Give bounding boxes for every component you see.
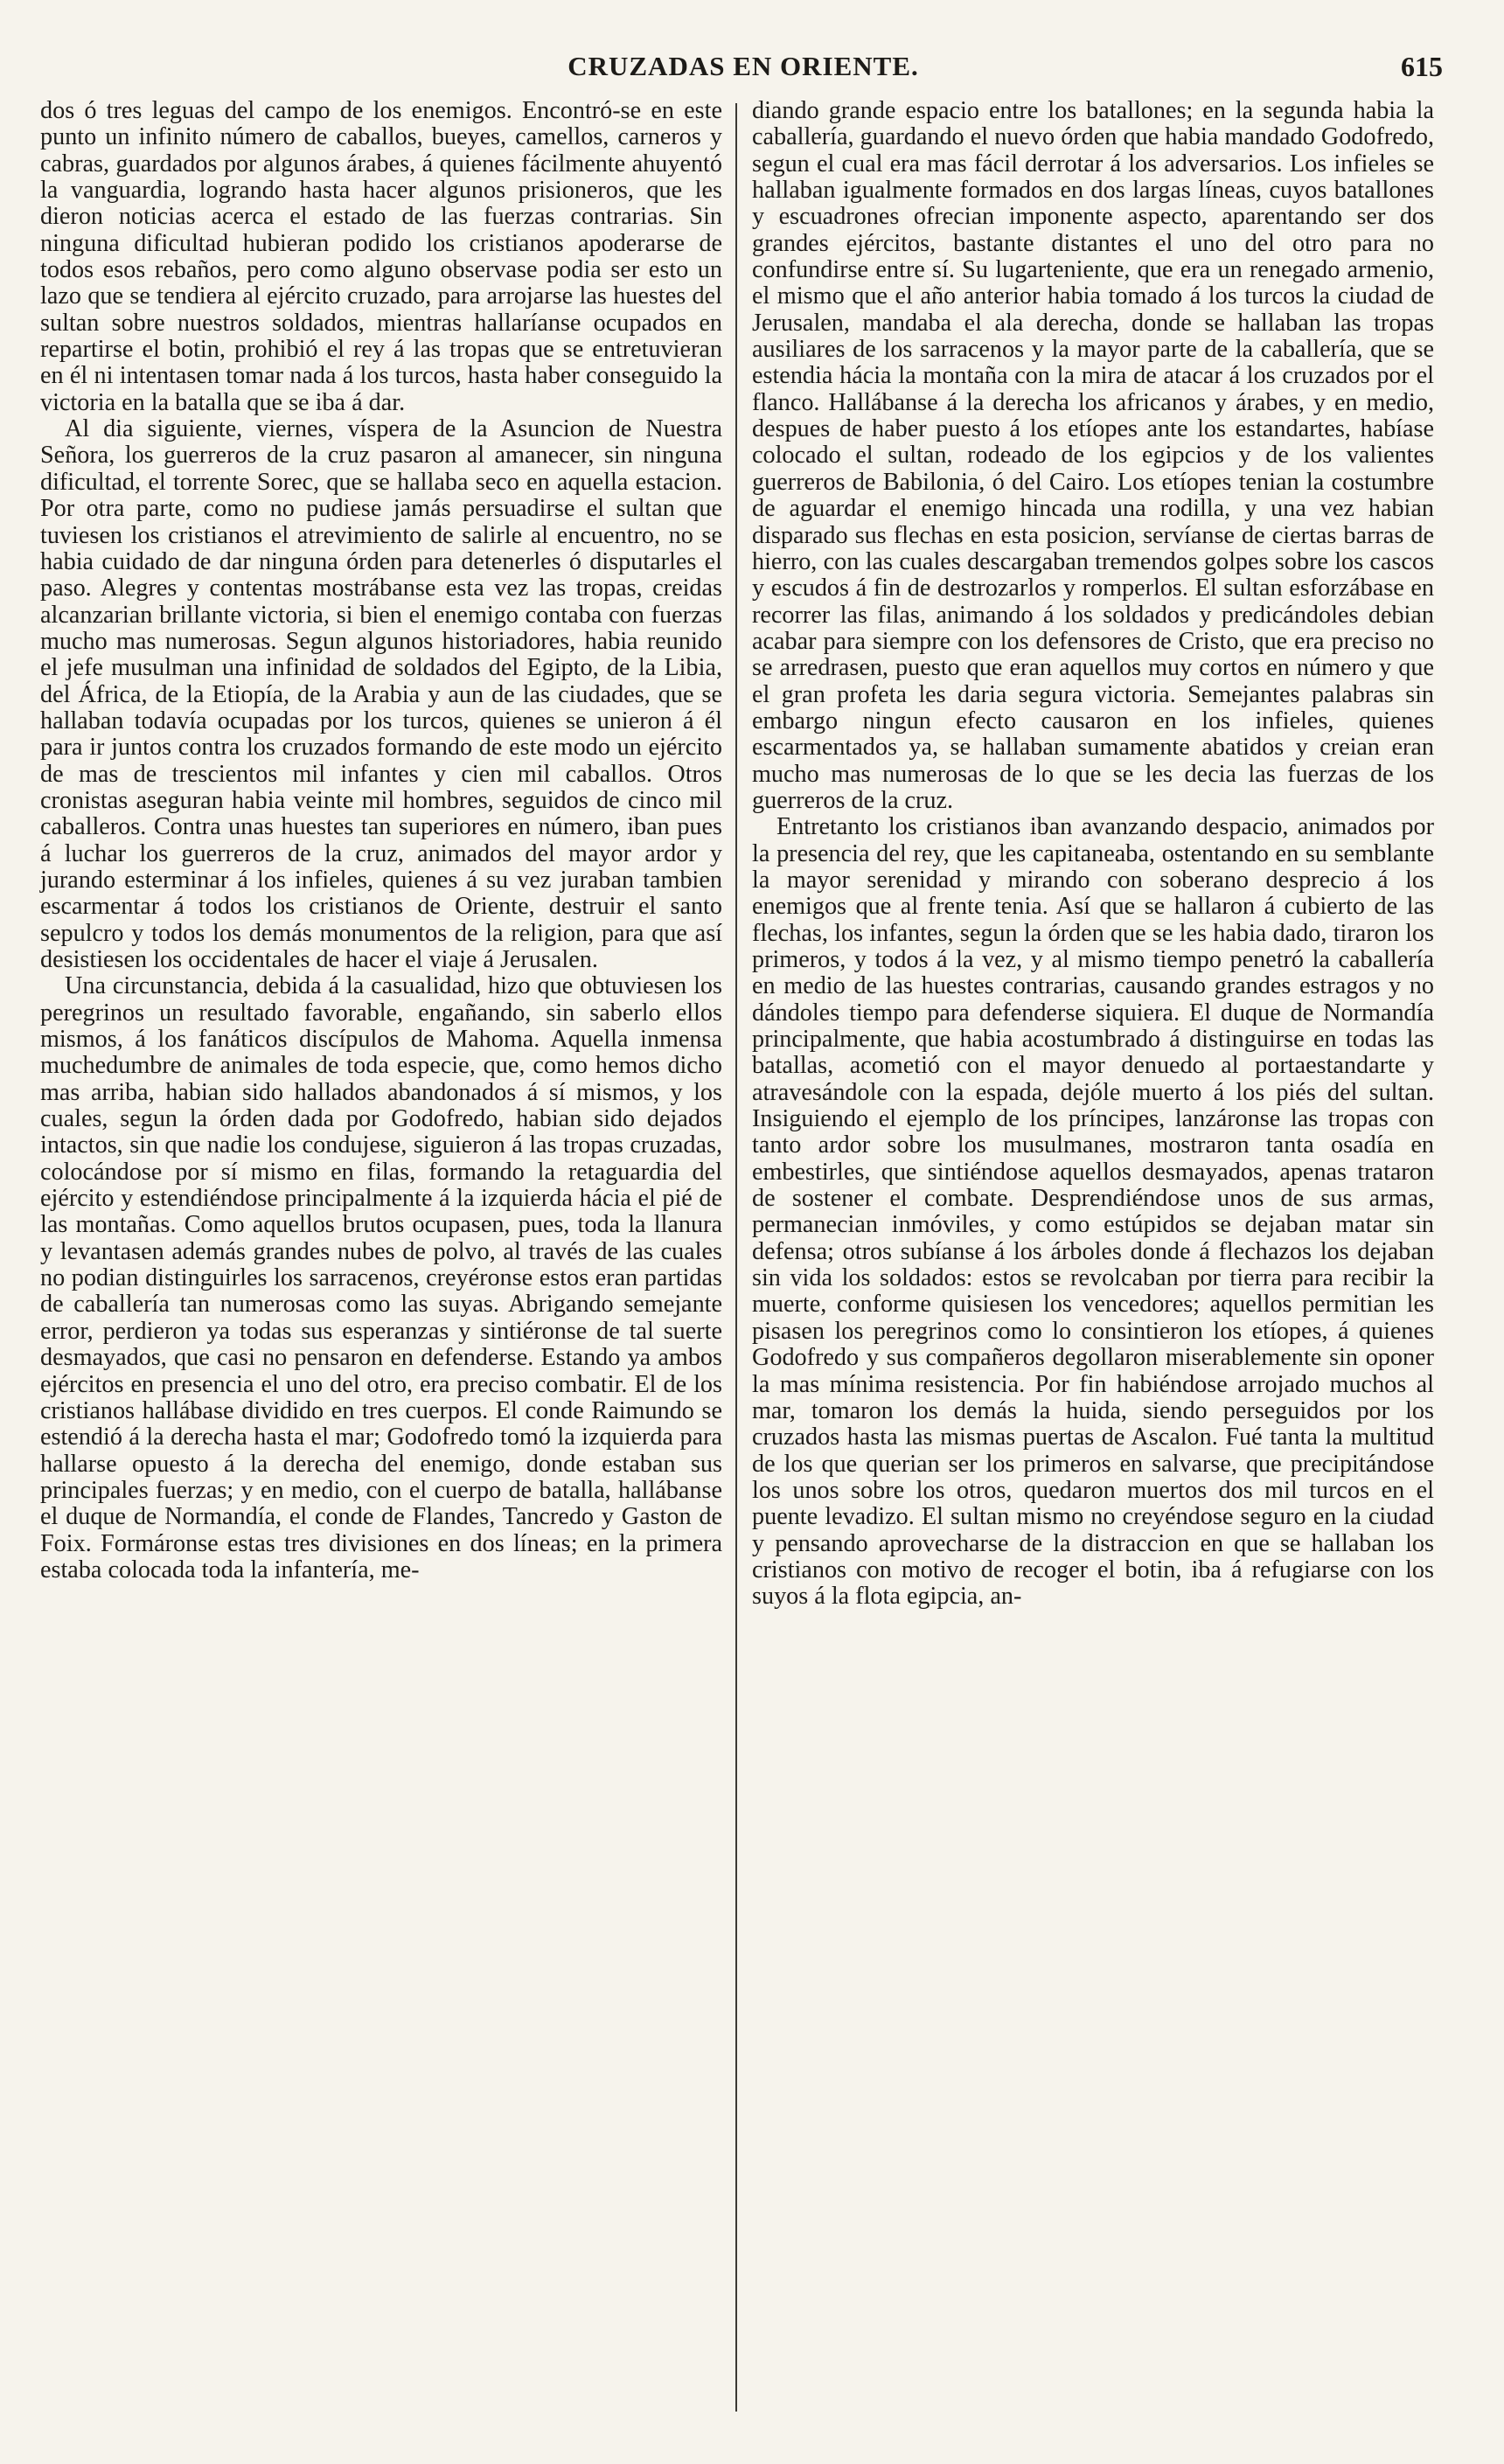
paragraph: Al dia siguiente, viernes, víspera de la Asuncion de Nuestra Señora, los guerreros de la cruz pasaron al amanecer, sin ninguna dificultad, el torrente Sorec, que se hallaba seco en aquella estacion. Por otra parte, como no pudiese jamás persuadirse el sultan que tuviesen los cristianos el atrevimiento de salirle al encuentro, no se habia cuidado de dar ninguna órden para detenerles ó disputarles el paso. Alegres y contentas mostrábanse esta vez las tropas, creidas alcanzarian brillante victoria, si bien el enemigo contaba con fuerzas mucho mas numerosas. Segun algunos historiadores, habia reunido el jefe musulman una infinidad de soldados del Egipto, de la Libia, del África, de la Etiopía, de la Arabia y aun de las ciudades, que se hallaban todavía ocupadas por los turcos, quienes se unieron á él para ir juntos contra los cruzados formando de este modo un ejército de mas de trescientos mil infantes y cien mil caballos. Otros cronistas aseguran habia veinte mil hombres, seguidos de cinco mil caballeros. Contra unas huestes tan superiores en número, iban pues á luchar los guerreros de la cruz, animados del mayor ardor y jurando esterminar á los infieles, quienes á su vez juraban tambien escarmentar á todos los cristianos de Oriente, destruir el santo sepulcro y todos los demás monumentos de la religion, para que así desistiesen los occidentales de hacer el viaje á Jerusalen. [40, 415, 722, 973]
running-title: CRUZADAS EN ORIENTE. [567, 51, 919, 81]
right-column [752, 98, 1434, 1611]
page-header [35, 51, 1452, 86]
paragraph: Entretanto los cristianos iban avanzando despacio, animados por la presencia del rey, que les capitaneaba, ostentando en su semblante la mayor serenidad y mirando con soberano desprecio á los enemigos que al frente tenia. Así que se hallaron á cubierto de las flechas, los infantes, segun la órden que se les habia dado, tiraron los primeros, y todos á la vez, y al mismo tiempo penetró la caballería en medio de las huestes contrarias, causando grandes estragos y no dándoles tiempo para defenderse siquiera. El duque de Normandía principalmente, que habia acostumbrado á distinguirse en todas las batallas, acometió con el mayor denuedo al portaestandarte y atravesándole con la espada, dejóle muerto á los piés del sultan. Insiguiendo el ejemplo de los príncipes, lanzáronse las tropas con tanto ardor sobre los musulmanes, mostraron tanta osadía en embestirles, que sintiéndose aquellos desmayados, apenas trataron de sostener el combate. Desprendiéndose unos de sus armas, permanecian inmóviles, y como estúpidos se dejaban matar sin defensa; otros subíanse á los árboles donde á flechazos los dejaban sin vida los soldados: estos se revolcaban por tierra para recibir la muerte, conforme quisiesen los vencedores; aquellos permitian les pisasen los peregrinos como lo consintieron los etíopes, á quienes Godofredo y sus compañeros degollaron miserablemente sin oponer la mas mínima resistencia. Por fin habiéndose arrojado muchos al mar, tomaron los demás la huida, siendo perseguidos por los cruzados hasta las mismas puertas de Ascalon. Fué tanta la multitud de los que querian ser los primeros en salvarse, que precipitándose los unos sobre los otros, quedaron muertos dos mil turcos en el puente levadizo. El sultan mismo no creyéndose seguro en la ciudad y pensando aprovecharse de la distraccion en que se hallaban los cristianos con motivo de recoger el botin, iba á refugiarse con los suyos á la flota egipcia, an- [752, 813, 1434, 1611]
page-number: 615 [1401, 51, 1443, 82]
left-column [40, 98, 722, 1584]
column-divider [735, 103, 737, 2412]
paragraph: dos ó tres leguas del campo de los enemigos. Encontró-se en este punto un infinito número de caballos, bueyes, camellos, carneros y cabras, guardados por algunos árabes, á quienes fácilmente ahuyentó la vanguardia, logrando hasta hacer algunos prisioneros, que les dieron noticias acerca el estado de las fuerzas contrarias. Sin ninguna dificultad hubieran podido los cristianos apoderarse de todos esos rebaños, pero como alguno observase podia ser esto un lazo que se tendiera al ejército cruzado, para arrojarse las huestes del sultan sobre nuestros soldados, mientras hallaríanse ocupados en repartirse el botin, prohibió el rey á las tropas que se entretuvieran en él ni intentasen tomar nada á los turcos, hasta haber conseguido la victoria en la batalla que se iba á dar. [40, 97, 722, 416]
paragraph: Una circunstancia, debida á la casualidad, hizo que obtuviesen los peregrinos un resultado favorable, engañando, sin saberlo ellos mismos, á los fanáticos discípulos de Mahoma. Aquella inmensa muchedumbre de animales de toda especie, que, como hemos dicho mas arriba, habian sido hallados abandonados á sí mismos, y los cuales, segun la órden dada por Godofredo, habian sido dejados intactos, sin que nadie los condujese, siguieron á las tropas cruzadas, colocándose por sí mismo en filas, formando la retaguardia del ejército y estendiéndose principalmente á la izquierda hácia el pié de las montañas. Como aquellos brutos ocupasen, pues, toda la llanura y levantasen además grandes nubes de polvo, al través de las cuales no podian distinguirles los sarracenos, creyéronse estos eran partidas de caballería tan numerosas como las suyas. Abrigando semejante error, perdieron ya todas sus esperanzas y sintiéronse de tal suerte desmayados, que casi no pensaron en defenderse. Estando ya ambos ejércitos en presencia el uno del otro, era preciso combatir. El de los cristianos hallábase dividido en tres cuerpos. El conde Raimundo se estendió á la derecha hasta el mar; Godofredo tomó la izquierda para hallarse opuesto á la derecha del enemigo, donde estaban sus principales fuerzas; y en medio, con el cuerpo de batalla, hallábanse el duque de Normandía, el conde de Flandes, Tancredo y Gaston de Foix. Formáronse estas tres divisiones en dos líneas; en la primera estaba colocada toda la infantería, me- [40, 972, 722, 1584]
paragraph: diando grande espacio entre los batallones; en la segunda habia la caballería, guardando el nuevo órden que habia mandado Godofredo, segun el cual era mas fácil derrotar á los adversarios. Los infieles se hallaban igualmente formados en dos largas líneas, cuyos batallones y escuadrones ofrecian imponente aspecto, aparentando ser dos grandes ejércitos, bastante distantes el uno del otro para no confundirse entre sí. Su lugarteniente, que era un renegado armenio, el mismo que el año anterior habia tomado á los turcos la ciudad de Jerusalen, mandaba el ala derecha, donde se hallaban las tropas ausiliares de los sarracenos y la mayor parte de la caballería, que se estendia hácia la montaña con la mira de atacar á los cruzados por el flanco. Hallábanse á la derecha los africanos y árabes, y en medio, despues de haber puesto á los etíopes ante los estandartes, habíase colocado el sultan, rodeado de los egipcios y de los valientes guerreros de Babilonia, ó del Cairo. Los etíopes tenian la costumbre de aguardar el enemigo hincada una rodilla, y una vez habian disparado sus flechas en esta posicion, servíanse de ciertas barras de hierro, con las cuales descargaban tremendos golpes sobre los cascos y escudos á fin de destrozarlos y romperlos. El sultan esforzábase en recorrer las filas, animando á los soldados y predicándoles debian acabar para siempre con los defensores de Cristo, que era preciso no se arredrasen, puesto que eran aquellos muy cortos en número y que el gran profeta les daria segura victoria. Semejantes palabras sin embargo ningun efecto causaron en los infieles, quienes escarmentados ya, se hallaban sumamente abatidos y creian eran mucho mas numerosas de lo que se les decia las fuerzas de los guerreros de la cruz. [752, 97, 1434, 814]
